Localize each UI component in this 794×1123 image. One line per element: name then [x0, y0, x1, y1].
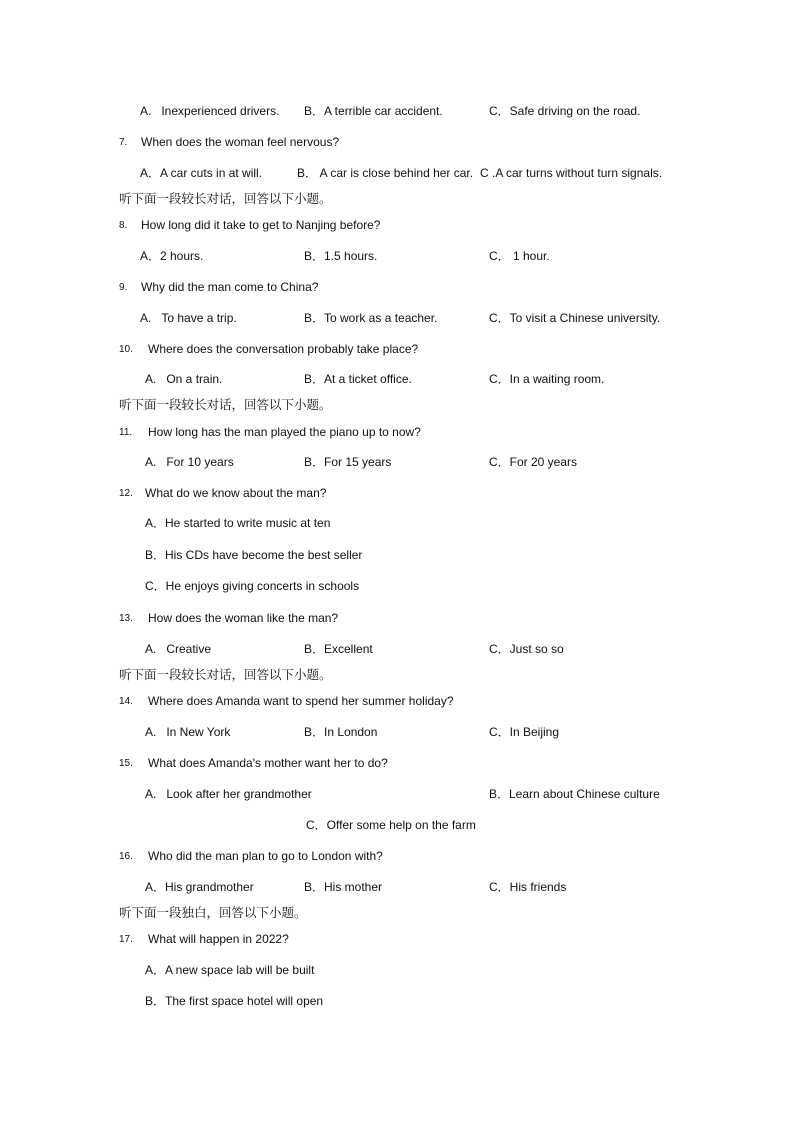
q15-stem: What does Amanda's mother want her to do? [148, 756, 388, 770]
q8-stem: How long did it take to get to Nanjing before? [141, 218, 381, 232]
q13-option-b: B．Excellent [304, 642, 373, 656]
q9-option-c: C．To visit a Chinese university. [489, 311, 661, 325]
section-heading-1: 听下面一段较长对话，回答以下小题。 [119, 191, 332, 206]
q9-option-b: B．To work as a teacher. [304, 311, 438, 325]
q16-number: 16. [119, 851, 133, 862]
q12-option-b: B．His CDs have become the best seller [145, 548, 363, 562]
q9-stem: Why did the man come to China? [141, 280, 319, 294]
q11-option-c: C．For 20 years [489, 455, 578, 469]
q15-option-a: A. Look after her grandmother [145, 787, 312, 801]
q16-option-c: C．His friends [489, 880, 567, 894]
q7-option-a: A．A car cuts in at will. [140, 166, 263, 180]
q8-option-c: C． 1 hour. [489, 249, 550, 263]
q17-number: 17. [119, 934, 133, 945]
q14-option-a: A. In New York [145, 725, 231, 739]
q13-option-a: A. Creative [145, 642, 212, 656]
q16-option-a: A．His grandmother [145, 880, 254, 894]
section-heading-2: 听下面一段较长对话，回答以下小题。 [119, 397, 332, 412]
q12-number: 12. [119, 488, 133, 499]
q17-stem: What will happen in 2022? [148, 932, 289, 946]
q14-option-b: B．In London [304, 725, 378, 739]
q13-stem: How does the woman like the man? [148, 611, 339, 625]
q6-option-c: C．Safe driving on the road. [489, 104, 641, 118]
section-heading-3: 听下面一段较长对话，回答以下小题。 [119, 667, 332, 682]
q16-option-b: B．His mother [304, 880, 383, 894]
q8-option-b: B．1.5 hours. [304, 249, 378, 263]
q12-option-a: A．He started to write music at ten [145, 516, 331, 530]
q6-option-b: B．A terrible car accident. [304, 104, 443, 118]
q14-number: 14. [119, 696, 133, 707]
q10-stem: Where does the conversation probably take place? [148, 342, 419, 356]
q7-option-b: B． A car is close behind her car. [297, 166, 474, 180]
q12-stem: What do we know about the man? [145, 486, 327, 500]
q13-option-c: C．Just so so [489, 642, 564, 656]
q8-option-a: A．2 hours. [140, 249, 204, 263]
q14-stem: Where does Amanda want to spend her summer holiday? [148, 694, 454, 708]
q9-option-a: A. To have a trip. [140, 311, 237, 325]
q7-stem: When does the woman feel nervous? [141, 135, 340, 149]
q10-number: 10. [119, 344, 133, 355]
q10-option-b: B．At a ticket office. [304, 372, 412, 386]
q9-number: 9. [119, 282, 128, 293]
q8-number: 8. [119, 220, 128, 231]
q17-option-b: B．The first space hotel will open [145, 994, 324, 1008]
q17-option-a: A．A new space lab will be built [145, 963, 315, 977]
q15-option-c: C．Offer some help on the farm [306, 818, 476, 832]
q11-option-a: A. For 10 years [145, 455, 234, 469]
q15-option-b: B．Learn about Chinese culture [489, 787, 660, 801]
q6-option-a: A. Inexperienced drivers. [140, 104, 280, 118]
q14-option-c: C．In Beijing [489, 725, 560, 739]
q11-stem: How long has the man played the piano up to now? [148, 425, 421, 439]
q15-number: 15. [119, 758, 133, 769]
q7-option-c: C .A car turns without turn signals. [480, 166, 663, 180]
q11-option-b: B．For 15 years [304, 455, 392, 469]
q7-number: 7. [119, 137, 128, 148]
q13-number: 13. [119, 613, 133, 624]
q10-option-c: C．In a waiting room. [489, 372, 605, 386]
q16-stem: Who did the man plan to go to London with? [148, 849, 383, 863]
q10-option-a: A. On a train. [145, 372, 223, 386]
q11-number: 11. [119, 427, 133, 438]
section-heading-4: 听下面一段独白，回答以下小题。 [119, 905, 307, 920]
q12-option-c: C．He enjoys giving concerts in schools [145, 579, 360, 593]
